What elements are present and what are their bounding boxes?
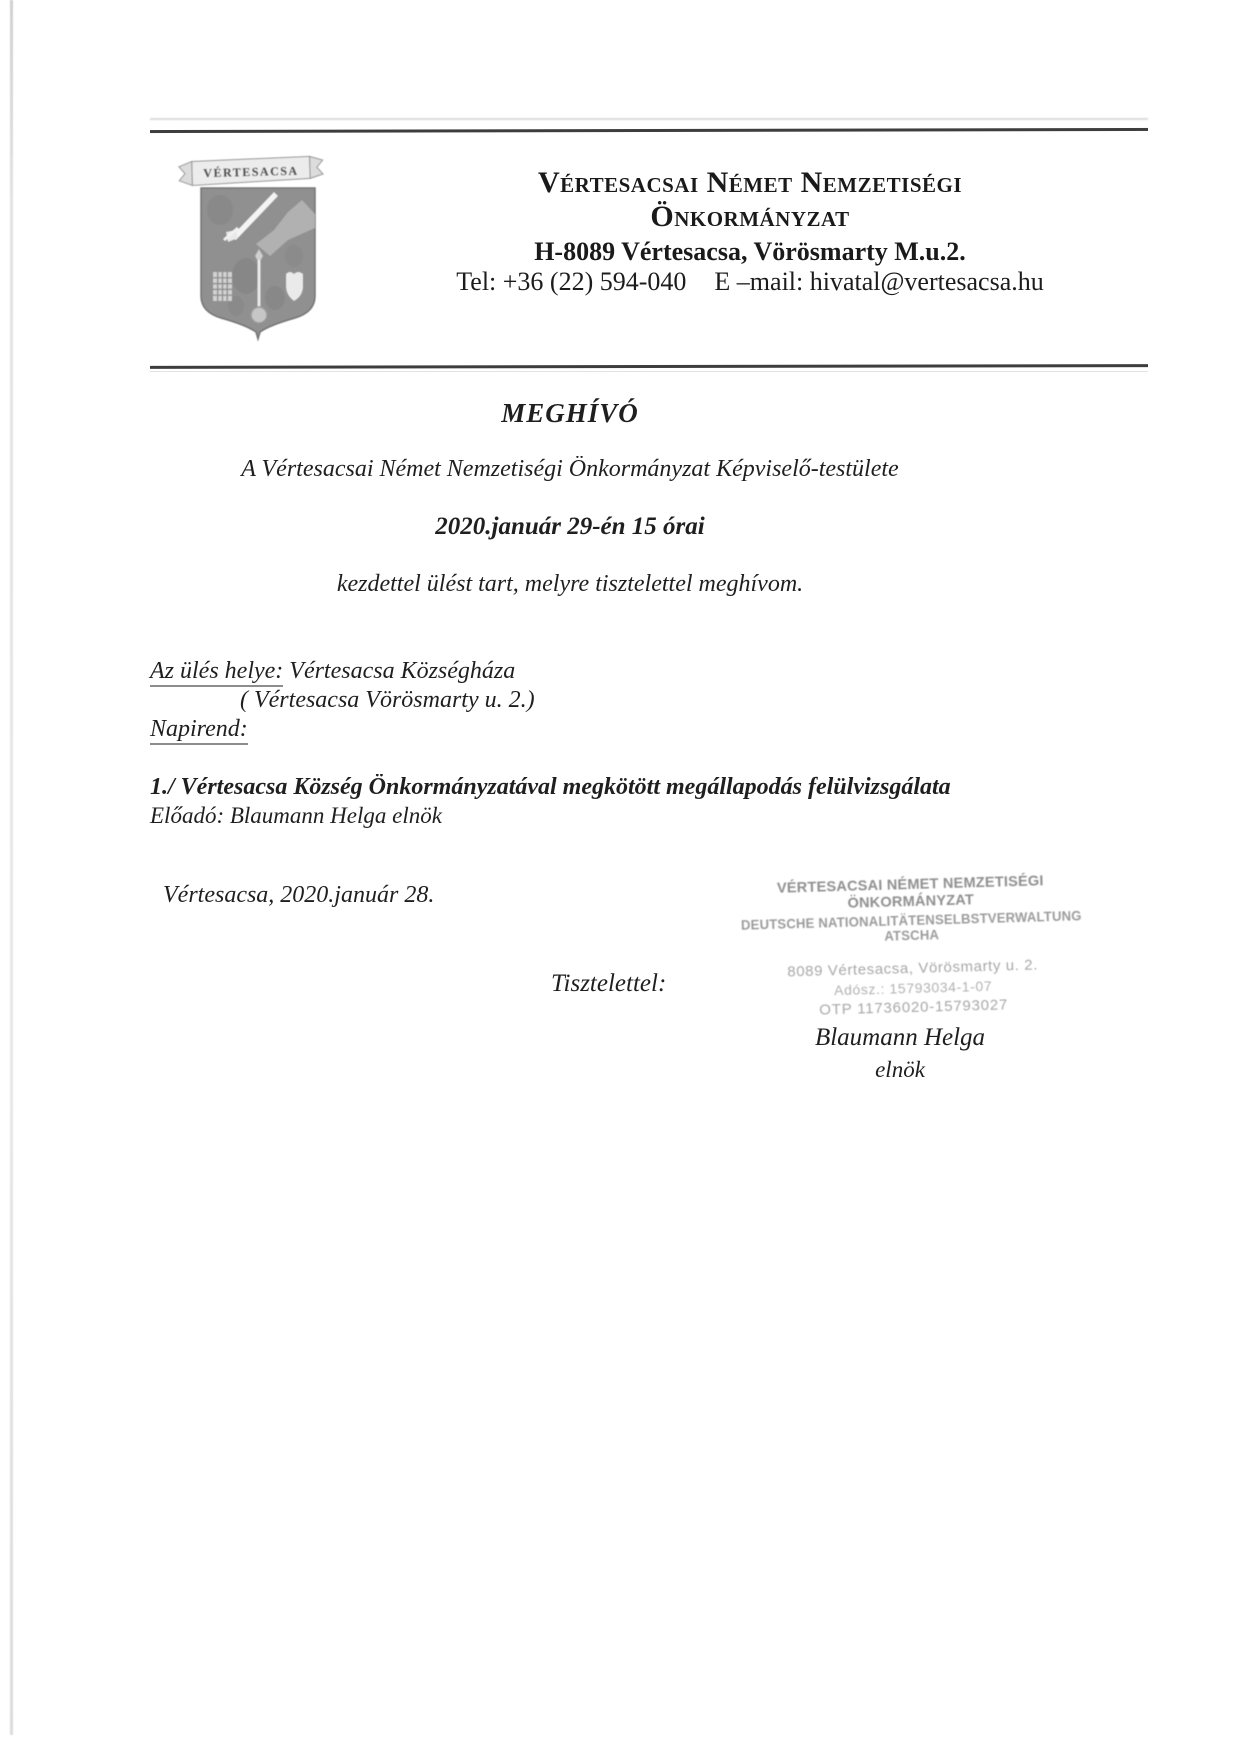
header-rule-top	[150, 118, 1148, 132]
rule-dark-line	[150, 128, 1148, 133]
coat-of-arms	[176, 148, 326, 348]
official-stamp	[710, 870, 1114, 1021]
letterhead	[385, 166, 1115, 296]
org-address: H-8089 Vértesacsa, Vörösmarty M.u.2.	[534, 237, 966, 267]
signature-title: elnök	[875, 1057, 925, 1082]
org-name-line1: Vértesacsai Német Nemzetiségi	[537, 166, 963, 199]
rule-dark-line	[150, 364, 1148, 369]
org-contact-line	[385, 267, 1115, 296]
agenda-item-1: 1./ Vértesacsa Község Önkormányzatával megkötött megállapodás felülvizsgálata	[150, 774, 951, 800]
crest-banner-ribbon	[179, 156, 324, 186]
agenda-presenter: Előadó: Blaumann Helga elnök	[150, 803, 442, 828]
signature-name: Blaumann Helga	[814, 1024, 986, 1051]
scan-edge-artifact	[10, 0, 13, 1735]
agenda-label-text: Napirend:	[150, 716, 248, 745]
venue-label: Az ülés helye:	[150, 658, 283, 687]
org-name-line2: Önkormányzat	[650, 199, 850, 233]
stamp-line-2: DEUTSCHE NATIONALITÄTENSELBSTVERWALTUNG ATSCHA	[740, 908, 1082, 944]
header-rule-bottom	[150, 365, 1148, 372]
agenda-label	[150, 716, 248, 743]
stamp-line-4: Adósz.: 15793034-1-07	[833, 977, 993, 999]
document-title: MEGHÍVÓ	[501, 398, 639, 428]
date-line: Vértesacsa, 2020.január 28.	[163, 882, 435, 908]
crest-shield	[201, 188, 315, 339]
intro-line-3: kezdettel ülést tart, melyre tisztelettel meghívom.	[336, 571, 804, 597]
intro-line-1: A Vértesacsai Német Nemzetiségi Önkormányzat Képviselő-testülete	[241, 456, 899, 482]
signature-block	[780, 1024, 1020, 1083]
venue-line	[150, 658, 515, 685]
harrow-grid	[213, 272, 232, 301]
intro-line-2: 2020.január 29-én 15 órai	[435, 513, 705, 540]
stamp-line-3: 8089 Vértesacsa, Vörösmarty u. 2.	[787, 956, 1039, 981]
org-email: E –mail: hivatal@vertesacsa.hu	[714, 267, 1044, 297]
org-phone: Tel: +36 (22) 594-040	[456, 267, 687, 297]
rule-ghost-line	[150, 118, 1148, 120]
stamp-line-5: OTP 11736020-15793027	[819, 996, 1009, 1019]
closing-salutation: Tisztelettel:	[551, 970, 667, 997]
venue-value: Vértesacsa Községháza	[289, 658, 516, 684]
venue-address: ( Vértesacsa Vörösmarty u. 2.)	[240, 687, 535, 713]
crest-banner-text: VÉRTESACSA	[203, 163, 299, 181]
stamp-line-1: VÉRTESACSAI NÉMET NEMZETISÉGI ÖNKORMÁNYZAT	[776, 872, 1044, 912]
rule-ghost-line	[150, 371, 1148, 372]
